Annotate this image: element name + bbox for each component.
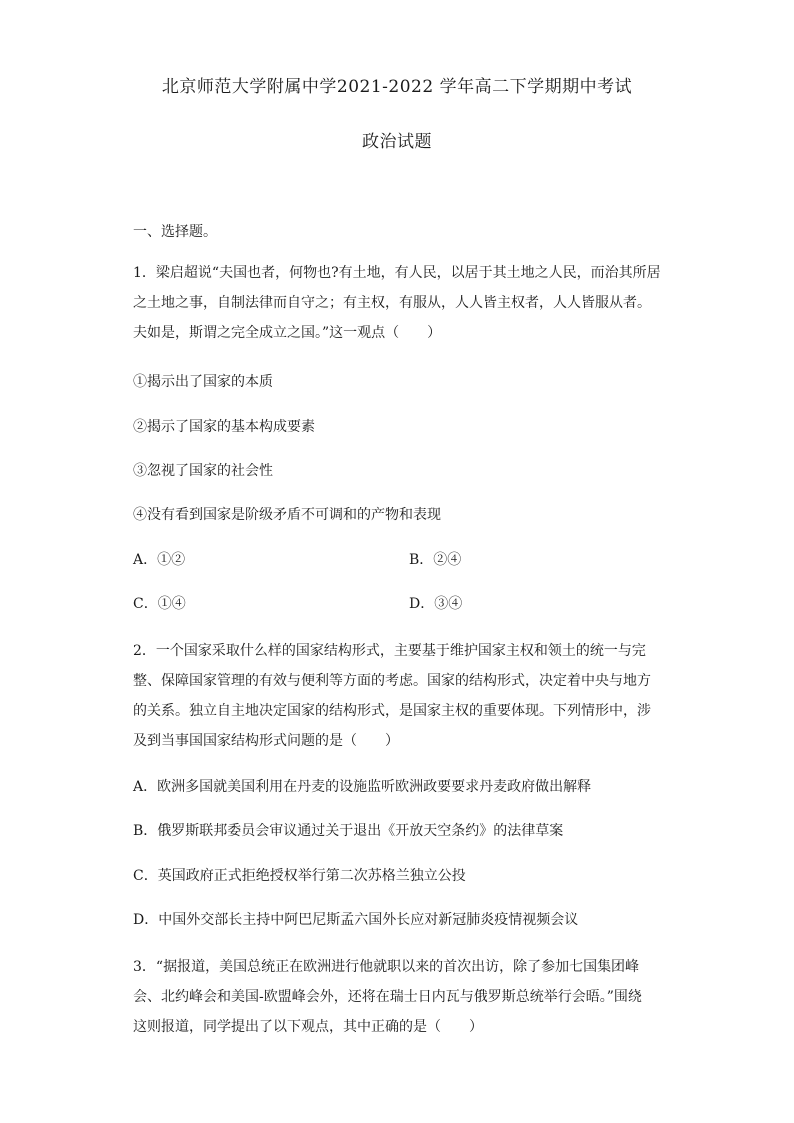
question-1-options-row-1: [133, 548, 663, 572]
question-2-option-a[interactable]: A．欧洲多国就美国利用在丹麦的设施监听欧洲政要要求丹麦政府做出解释: [133, 779, 592, 795]
question-3-line-3: 这则报道，同学提出了以下观点，其中正确的是（ ）: [133, 1019, 483, 1035]
question-1-line-1: 1．梁启超说“夫国也者，何物也?有土地，有人民，以居于其土地之人民，而治其所居: [133, 265, 661, 281]
question-2-line-1: 2．一个国家采取什么样的国家结构形式，主要基于维护国家主权和领土的统一与完: [133, 643, 646, 659]
question-1-statement-2: ②揭示了国家的基本构成要素: [133, 419, 315, 435]
question-2-option-b[interactable]: B．俄罗斯联邦委员会审议通过关于退出《开放天空条约》的法律草案: [133, 823, 564, 839]
question-1-statement-1: ①揭示出了国家的本质: [133, 374, 273, 390]
section-label: 一、选择题。: [133, 224, 217, 240]
question-1-statement-3: ③忽视了国家的社会性: [133, 463, 273, 479]
question-3-line-2: 会、北约峰会和美国-欧盟峰会外，还将在瑞士日内瓦与俄罗斯总统举行会晤。”围绕: [133, 989, 642, 1005]
question-2-line-4: 及到当事国国家结构形式问题的是（ ）: [133, 733, 399, 749]
question-2-line-3: 的关系。独立自主地决定国家的结构形式，是国家主权的重要体现。下列情形中，涉: [133, 703, 651, 719]
section-heading: [133, 217, 663, 247]
question-3-stem: [133, 952, 663, 1042]
question-1-option-b[interactable]: B．②④: [409, 552, 462, 568]
question-1-line-2: 之土地之事，自制法律而自守之；有主权，有服从，人人皆主权者，人人皆服从者。: [133, 295, 651, 311]
document-title: 北京师范大学附属中学2021-2022 学年高二下学期期中考试: [161, 77, 633, 97]
question-1-options-row-2: [133, 592, 663, 616]
document-subtitle: 政治试题: [362, 132, 432, 152]
question-1-statement-4: ④没有看到国家是阶级矛盾不可调和的产物和表现: [133, 507, 441, 523]
question-1-option-c[interactable]: C．①④: [133, 596, 186, 612]
question-2-stem: [133, 636, 663, 756]
question-2-line-2: 整、保障国家管理的有效与便利等方面的考虑。国家的结构形式，决定着中央与地方: [133, 673, 651, 689]
question-1-line-3: 夫如是，斯谓之完全成立之国。”这一观点（ ）: [133, 325, 442, 341]
question-1-stem: [133, 258, 663, 348]
question-3-line-1: 3．“据报道，美国总统正在欧洲进行他就职以来的首次出访，除了参加七国集团峰: [133, 959, 640, 975]
question-1-option-d[interactable]: D．③④: [409, 596, 463, 612]
question-2-option-c[interactable]: C．英国政府正式拒绝授权举行第二次苏格兰独立公投: [133, 868, 466, 884]
question-1-option-a[interactable]: A．①②: [133, 552, 186, 568]
question-2-option-d[interactable]: D．中国外交部长主持中阿巴尼斯孟六国外长应对新冠肺炎疫情视频会议: [133, 912, 579, 928]
